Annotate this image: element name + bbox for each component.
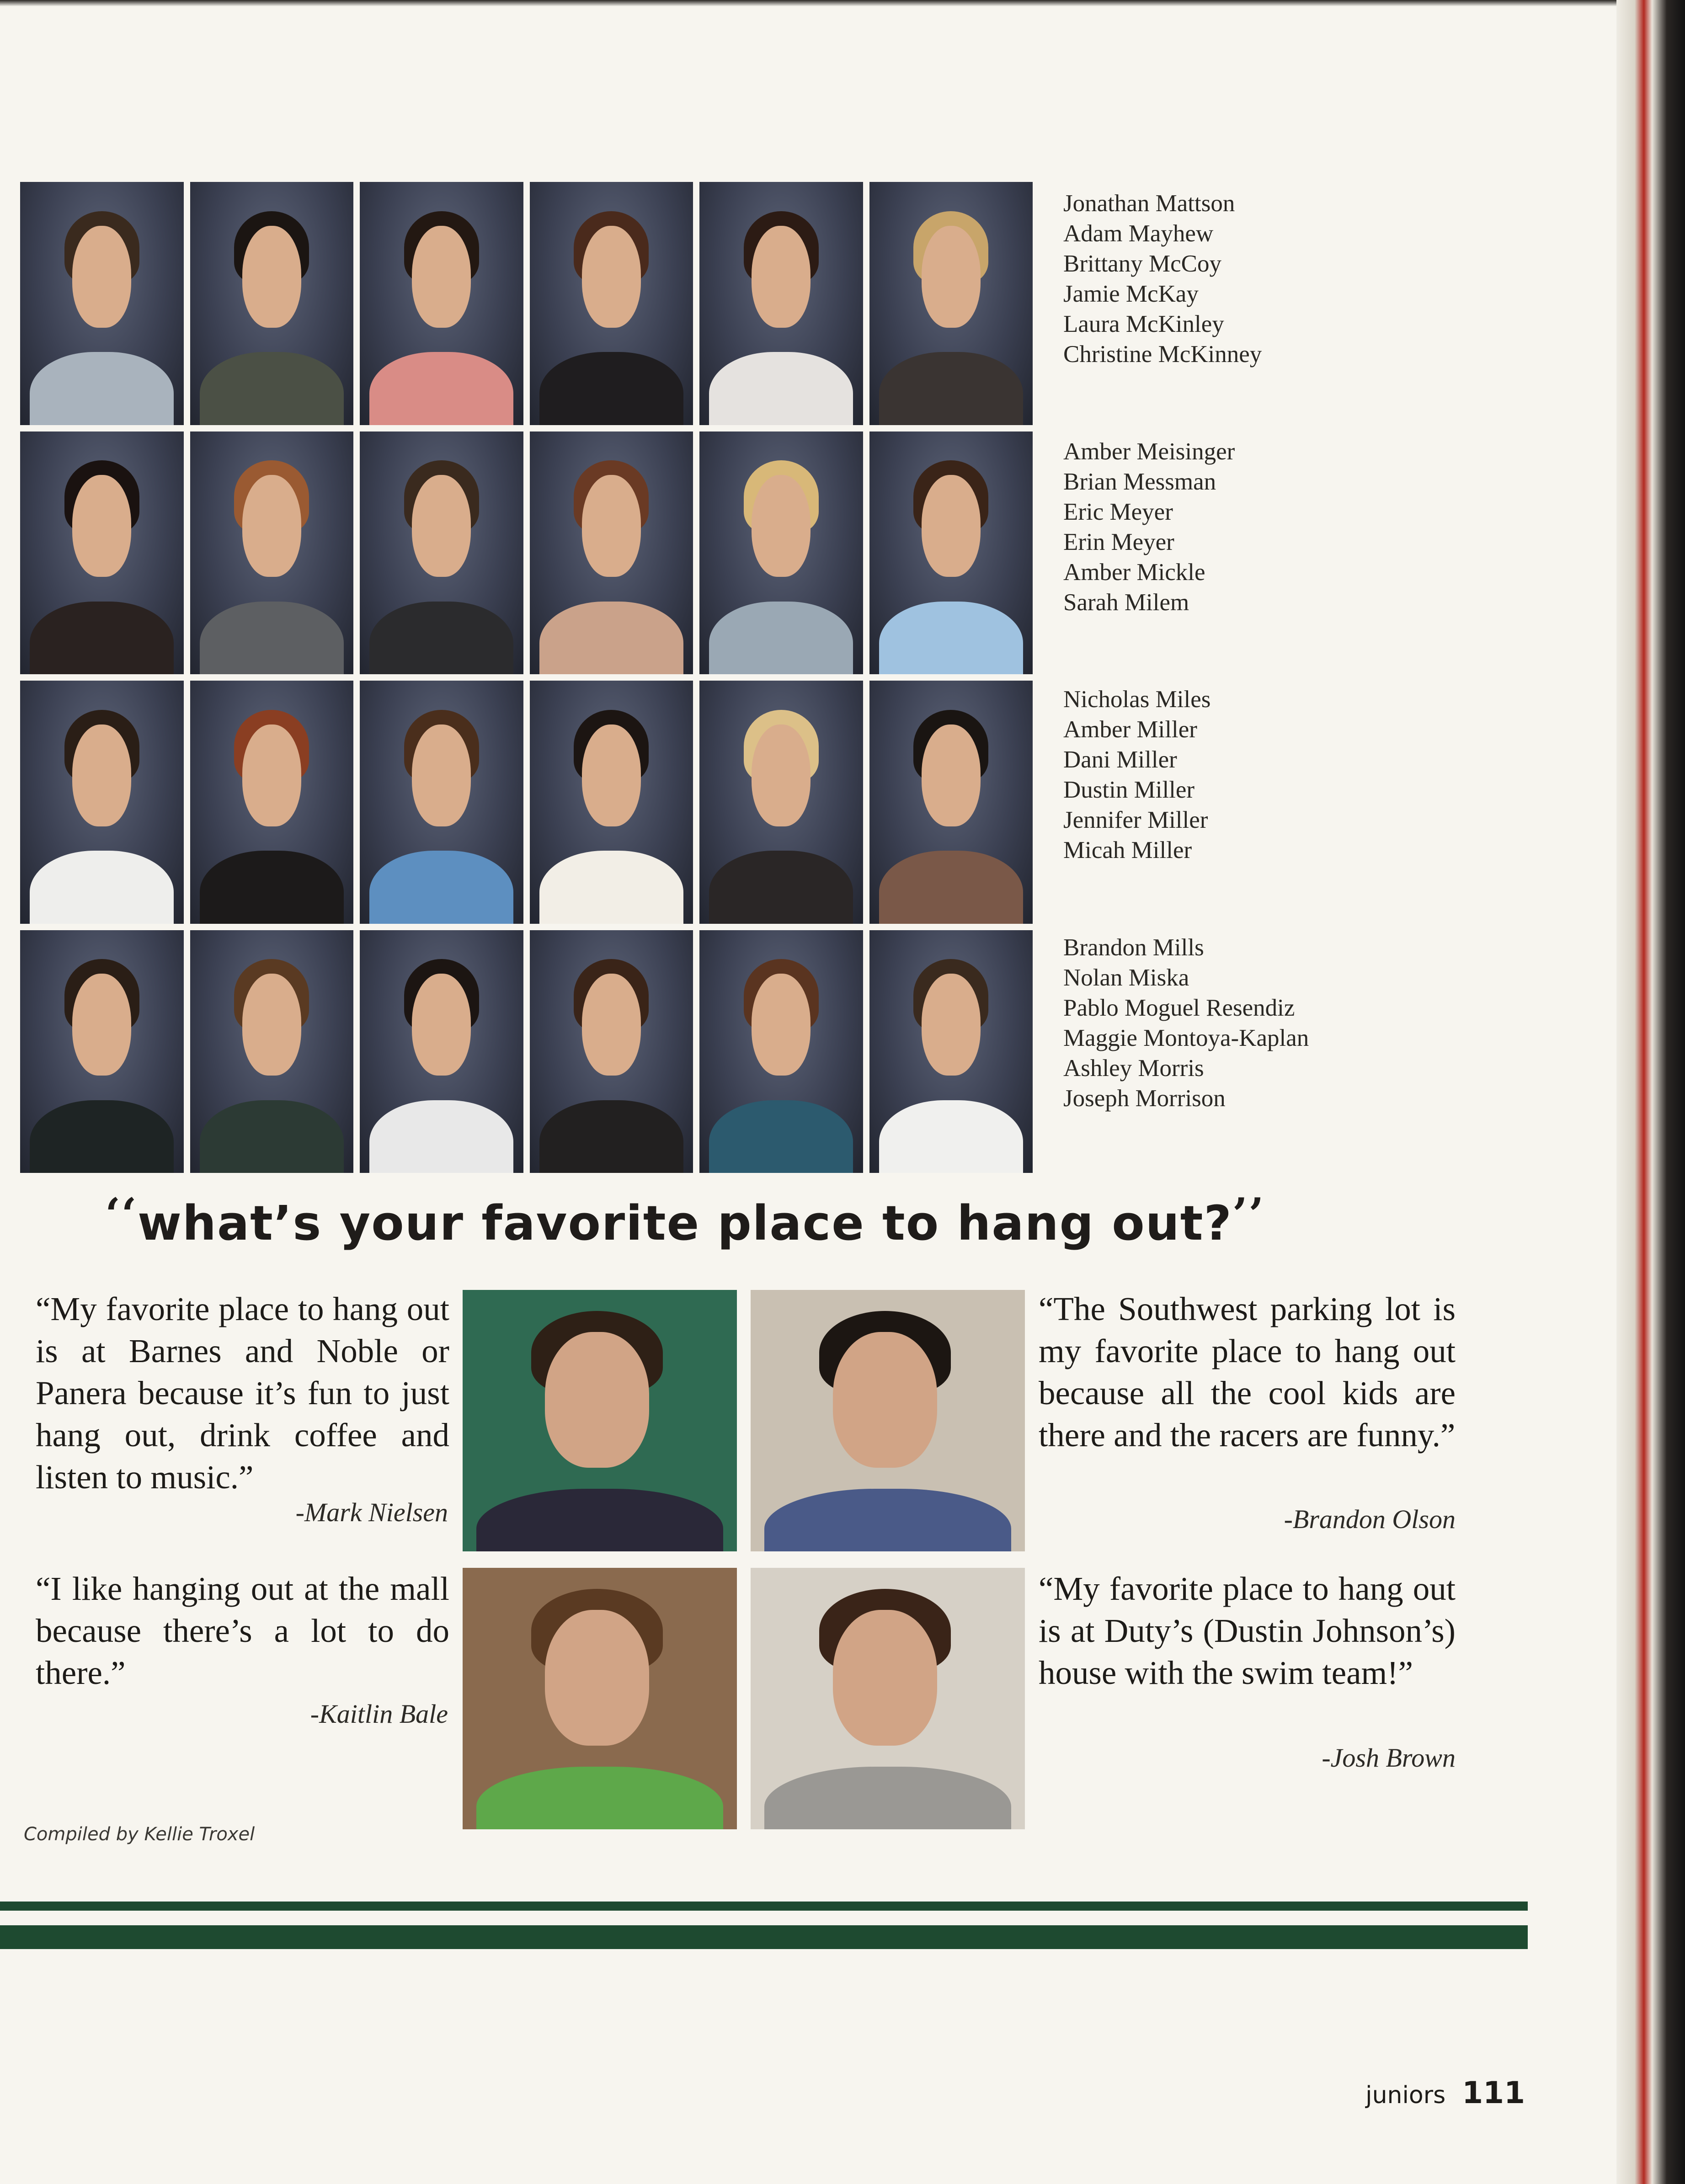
portrait-face bbox=[412, 226, 471, 328]
quote-text: “My favorite place to hang out is at Duty’s (Dustin Johnson’s) house with the swim team!” bbox=[1039, 1570, 1456, 1691]
student-portrait bbox=[360, 681, 523, 924]
student-name: Jonathan Mattson bbox=[1063, 190, 1235, 217]
student-name: Laura McKinley bbox=[1063, 311, 1224, 337]
student-portrait bbox=[530, 681, 693, 924]
portrait-shoulders bbox=[200, 352, 344, 425]
student-name: Amber Miller bbox=[1063, 716, 1197, 743]
student-portrait bbox=[20, 930, 184, 1173]
student-portrait bbox=[530, 930, 693, 1173]
page-top-shadow bbox=[0, 0, 1616, 6]
student-name: Nicholas Miles bbox=[1063, 686, 1211, 713]
photo-body bbox=[764, 1489, 1011, 1551]
student-portrait bbox=[699, 681, 863, 924]
quote-attribution: -Mark Nielsen bbox=[295, 1497, 448, 1527]
photo-face bbox=[833, 1332, 937, 1468]
quote-photo bbox=[463, 1568, 737, 1829]
compiled-by-credit: Compiled by Kellie Troxel bbox=[24, 1824, 255, 1845]
student-portrait bbox=[699, 930, 863, 1173]
portrait-shoulders bbox=[30, 851, 174, 923]
student-name: Christine McKinney bbox=[1063, 341, 1262, 368]
quote-photo bbox=[751, 1568, 1025, 1829]
portrait-face bbox=[582, 724, 641, 826]
student-portrait bbox=[360, 182, 523, 425]
portrait-shoulders bbox=[369, 352, 513, 425]
section-label: juniors bbox=[1365, 2082, 1446, 2109]
student-name: Brian Messman bbox=[1063, 469, 1216, 495]
student-portrait bbox=[869, 930, 1033, 1173]
student-portrait bbox=[699, 182, 863, 425]
student-name: Adam Mayhew bbox=[1063, 220, 1214, 247]
page-footer bbox=[1365, 2075, 1525, 2110]
portrait-face bbox=[582, 475, 641, 577]
student-name: Maggie Montoya-Kaplan bbox=[1063, 1025, 1309, 1051]
quote-photo bbox=[751, 1290, 1025, 1551]
page-number: 111 bbox=[1462, 2075, 1525, 2110]
student-name: Dustin Miller bbox=[1063, 777, 1195, 803]
student-portrait bbox=[190, 681, 354, 924]
portrait-shoulders bbox=[200, 602, 344, 674]
portrait-face bbox=[752, 226, 811, 328]
student-name: Erin Meyer bbox=[1063, 529, 1174, 555]
portrait-shoulders bbox=[709, 851, 853, 923]
student-name: Nolan Miska bbox=[1063, 964, 1189, 991]
photo-face bbox=[545, 1610, 649, 1746]
quote-attribution: -Kaitlin Bale bbox=[310, 1699, 448, 1729]
student-name: Brandon Mills bbox=[1063, 934, 1204, 961]
portrait-shoulders bbox=[30, 1100, 174, 1173]
student-portrait bbox=[869, 182, 1033, 425]
student-portrait bbox=[20, 182, 184, 425]
portrait-face bbox=[412, 475, 471, 577]
portrait-face bbox=[752, 974, 811, 1076]
portrait-face bbox=[752, 475, 811, 577]
portrait-face bbox=[752, 724, 811, 826]
portrait-shoulders bbox=[539, 851, 683, 923]
close-quote-mark: ’’ bbox=[1232, 1188, 1265, 1240]
portrait-shoulders bbox=[879, 602, 1023, 674]
student-portrait bbox=[190, 930, 354, 1173]
student-name: Dani Miller bbox=[1063, 746, 1177, 773]
quote-attribution: -Brandon Olson bbox=[1284, 1504, 1456, 1534]
portrait-shoulders bbox=[539, 1100, 683, 1173]
portrait-face bbox=[72, 974, 131, 1076]
quote-attribution: -Josh Brown bbox=[1322, 1743, 1456, 1773]
portrait-face bbox=[412, 974, 471, 1076]
student-name: Pablo Moguel Resendiz bbox=[1063, 995, 1295, 1021]
open-quote-mark: ‘‘ bbox=[105, 1188, 138, 1240]
student-name: Ashley Morris bbox=[1063, 1055, 1204, 1081]
portrait-face bbox=[242, 475, 301, 577]
student-name: Joseph Morrison bbox=[1063, 1085, 1226, 1112]
student-portrait bbox=[699, 431, 863, 675]
portrait-face bbox=[242, 724, 301, 826]
student-portrait bbox=[20, 681, 184, 924]
student-name: Micah Miller bbox=[1063, 837, 1192, 863]
photo-face bbox=[545, 1332, 649, 1468]
portrait-face bbox=[922, 226, 981, 328]
portrait-shoulders bbox=[539, 352, 683, 425]
photo-body bbox=[476, 1489, 723, 1551]
portrait-shoulders bbox=[200, 851, 344, 923]
quote-text: “My favorite place to hang out is at Barnes and Noble or Panera because it’s fun to just hang out, drink coffee and listen to music.” bbox=[36, 1290, 449, 1496]
quote-photo bbox=[463, 1290, 737, 1551]
portrait-face bbox=[922, 974, 981, 1076]
name-list-1 bbox=[1063, 188, 1383, 369]
quote-text: “The Southwest parking lot is my favorite place to hang out because all the cool kids are there and the racers are funny.” bbox=[1039, 1290, 1456, 1454]
divider-stripe-thin bbox=[0, 1902, 1528, 1911]
photo-body bbox=[764, 1767, 1011, 1829]
portrait-shoulders bbox=[200, 1100, 344, 1173]
student-name: Amber Meisinger bbox=[1063, 438, 1235, 465]
photo-body bbox=[476, 1767, 723, 1829]
portrait-face bbox=[412, 724, 471, 826]
portrait-shoulders bbox=[369, 851, 513, 923]
photo-face bbox=[833, 1610, 937, 1746]
portrait-face bbox=[72, 475, 131, 577]
student-portrait bbox=[869, 431, 1033, 675]
student-name: Jennifer Miller bbox=[1063, 807, 1208, 833]
divider-stripe-thick bbox=[0, 1925, 1528, 1949]
portrait-face bbox=[922, 475, 981, 577]
portrait-shoulders bbox=[30, 602, 174, 674]
name-list-4 bbox=[1063, 932, 1383, 1113]
page-binding-edge bbox=[1616, 0, 1685, 2184]
quote-text: “I like hanging out at the mall because there’s a lot to do there.” bbox=[36, 1570, 449, 1691]
portrait-shoulders bbox=[879, 851, 1023, 923]
portrait-shoulders bbox=[30, 352, 174, 425]
student-portrait bbox=[20, 431, 184, 675]
portrait-shoulders bbox=[709, 602, 853, 674]
portrait-face bbox=[242, 974, 301, 1076]
student-portrait bbox=[360, 431, 523, 675]
portrait-face bbox=[72, 724, 131, 826]
portrait-shoulders bbox=[709, 352, 853, 425]
portrait-shoulders bbox=[369, 1100, 513, 1173]
portrait-shoulders bbox=[879, 1100, 1023, 1173]
portrait-shoulders bbox=[539, 602, 683, 674]
portrait-face bbox=[582, 974, 641, 1076]
name-list-3 bbox=[1063, 684, 1383, 865]
student-portrait bbox=[190, 431, 354, 675]
portrait-face bbox=[922, 724, 981, 826]
student-name: Sarah Milem bbox=[1063, 589, 1189, 616]
portrait-shoulders bbox=[879, 352, 1023, 425]
student-name: Amber Mickle bbox=[1063, 559, 1205, 586]
student-name: Eric Meyer bbox=[1063, 499, 1173, 525]
student-portrait bbox=[360, 930, 523, 1173]
portrait-face bbox=[72, 226, 131, 328]
portrait-grid bbox=[20, 182, 1033, 1173]
portrait-face bbox=[582, 226, 641, 328]
student-name: Jamie McKay bbox=[1063, 281, 1199, 307]
portrait-shoulders bbox=[369, 602, 513, 674]
question-headline bbox=[105, 1188, 1385, 1251]
student-name: Brittany McCoy bbox=[1063, 250, 1221, 277]
name-list-2 bbox=[1063, 437, 1383, 618]
portrait-shoulders bbox=[709, 1100, 853, 1173]
student-portrait bbox=[530, 431, 693, 675]
student-portrait bbox=[190, 182, 354, 425]
portrait-face bbox=[242, 226, 301, 328]
headline-text: what’s your favorite place to hang out? bbox=[137, 1195, 1232, 1251]
student-portrait bbox=[530, 182, 693, 425]
student-portrait bbox=[869, 681, 1033, 924]
